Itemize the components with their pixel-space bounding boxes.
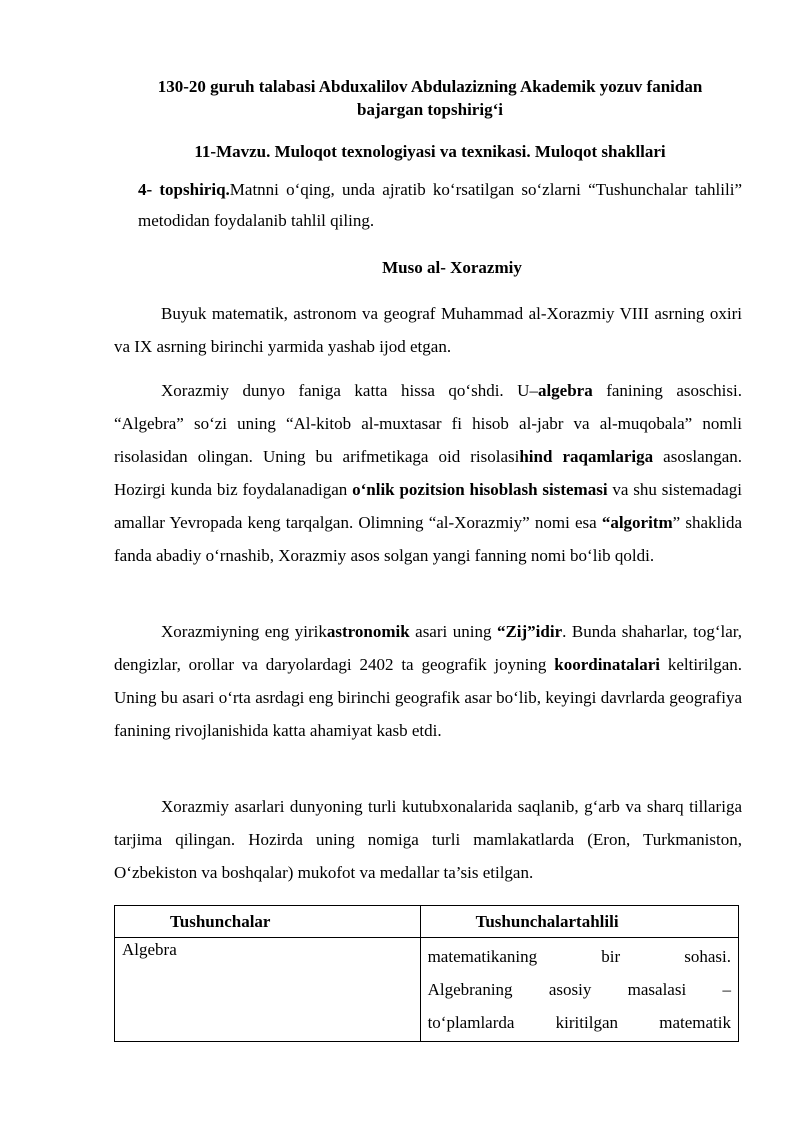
- task-text: Matnni o‘qing, unda ajratib ko‘rsatilgan so‘zlarni “Tushunchalar tahlili” metodidan foydalanib tahlil qiling.: [138, 180, 742, 230]
- paragraph-2: [114, 374, 742, 572]
- highlighted-term-zij: “Zij”idir: [496, 622, 563, 641]
- concepts-table: [114, 905, 739, 1042]
- highlighted-term-onlik-sistema: o‘nlik pozitsion hisoblash sistemasi: [352, 480, 608, 499]
- section-title: Muso al- Xorazmiy: [382, 258, 522, 277]
- analysis-line: matematikaning bir sohasi.: [427, 947, 731, 966]
- text-run: fanining asoschisi. “Algebra” so‘zi uning “Al-kitob al-muxtasar fi hisob al-jabr va al-muqobala” nomli risolasidan olingan. Uning bu arifmetikaga oid risolasi: [114, 381, 742, 466]
- analysis-line: to‘plamlarda kiritilgan matematik: [427, 1013, 731, 1032]
- highlighted-term-algebra: algebra: [537, 381, 593, 400]
- heading-line-2: bajargan topshirig‘i: [357, 100, 503, 119]
- table-row: [115, 938, 739, 1042]
- text-run: va shu sistemadagi amallar Yevropada keng tarqalgan. Olimning “al-Xorazmiy” nomi esa: [114, 480, 742, 532]
- text-run: asari uning: [409, 622, 497, 641]
- highlighted-term-koordinatalar: koordinatalari: [554, 655, 661, 674]
- paragraph-1: Buyuk matematik, astronom va geograf Muhammad al-Xorazmiy VIII asrning oxiri va IX asrning birinchi yarmida yashab ijod etgan.: [114, 304, 742, 356]
- paragraph-3: [114, 615, 742, 747]
- table-cell-term: Algebra: [115, 938, 421, 1042]
- document-heading: [100, 75, 760, 121]
- task-label: 4- topshiriq.: [138, 180, 230, 199]
- paragraph-4: Xorazmiy asarlari dunyoning turli kutubxonalarida saqlanib, g‘arb va sharq tillariga tarjima qilingan. Hozirda uning nomiga turli mamlakatlarda (Eron, Turkmaniston, O‘zbekiston va boshqalar) mukofot va medallar ta’sis etilgan.: [114, 797, 742, 882]
- heading-line-1: 130-20 guruh talabasi Abduxalilov Abdulazizning Akademik yozuv fanidan: [157, 77, 703, 96]
- table-header-row: [115, 906, 739, 938]
- text-run: Xorazmiy dunyo faniga katta hissa qo‘shdi. U–: [161, 381, 538, 400]
- highlighted-term-algoritm: “algoritm: [601, 513, 673, 532]
- task-statement: [138, 174, 742, 236]
- topic-title: 11-Mavzu. Muloqot texnologiyasi va texnikasi. Muloqot shakllari: [194, 142, 666, 161]
- highlighted-term-hind-raqamlari: hind raqamlariga: [519, 447, 654, 466]
- text-run: . Bunda shaharlar, tog‘lar, dengizlar, orollar va daryolardagi 2402 ta geografik joyning: [114, 622, 742, 674]
- text-run: ” shaklida fanda abadiy o‘rnashib, Xorazmiy asos solgan yangi fanning nomi bo‘lib qoldi.: [114, 513, 742, 565]
- table-header-terms: Tushunchalar: [115, 906, 421, 938]
- table-header-analysis: Tushunchalartahlili: [420, 906, 738, 938]
- text-run: Xorazmiyning eng yirik: [161, 622, 327, 641]
- table-cell-analysis: [420, 938, 738, 1042]
- analysis-line: Algebraning asosiy masalasi –: [427, 980, 731, 999]
- text-run: keltirilgan. Uning bu asari o‘rta asrdagi eng birinchi geografik asar bo‘lib, keyingi davrlarda geografiya fanining rivojlanishida katta ahamiyat kasb etdi.: [114, 655, 742, 740]
- highlighted-term-astronomik: astronomik: [326, 622, 410, 641]
- text-run: asoslangan. Hozirgi kunda biz foydalanadigan: [114, 447, 743, 499]
